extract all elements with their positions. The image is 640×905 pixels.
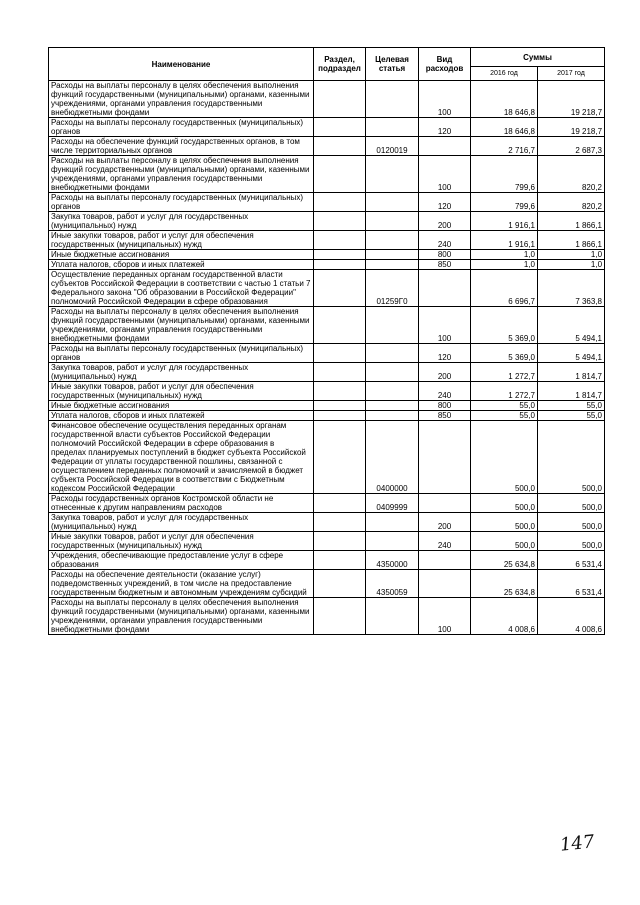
cell-2017: 500,0 bbox=[538, 532, 605, 551]
header-name: Наименование bbox=[49, 48, 314, 81]
cell-type: 120 bbox=[419, 193, 471, 212]
cell-section bbox=[314, 532, 366, 551]
table-row bbox=[49, 307, 605, 344]
cell-2017: 500,0 bbox=[538, 513, 605, 532]
table-row bbox=[49, 270, 605, 307]
cell-name: Расходы на выплаты персоналу государственных (муниципальных) органов bbox=[49, 344, 314, 363]
cell-name: Расходы на выплаты персоналу в целях обеспечения выполнения функций государственными (муниципальными) органами, казенными учреждениями, органами управления государственными внебюджетными фондами bbox=[49, 307, 314, 344]
cell-name: Расходы на выплаты персоналу в целях обеспечения выполнения функций государственными (муниципальными) органами, казенными учреждениями, органами управления государственными внебюджетными фондами bbox=[49, 598, 314, 635]
cell-type: 240 bbox=[419, 382, 471, 401]
cell-type: 100 bbox=[419, 307, 471, 344]
cell-section bbox=[314, 307, 366, 344]
header-2017: 2017 год bbox=[538, 67, 605, 81]
cell-section bbox=[314, 344, 366, 363]
cell-type: 120 bbox=[419, 118, 471, 137]
cell-name: Расходы на выплаты персоналу государственных (муниципальных) органов bbox=[49, 118, 314, 137]
cell-name: Расходы на обеспечение функций государственных органов, в том числе территориальных органов bbox=[49, 137, 314, 156]
cell-target: 0400000 bbox=[366, 421, 419, 494]
cell-2016: 500,0 bbox=[471, 494, 538, 513]
cell-2017: 4 008,6 bbox=[538, 598, 605, 635]
cell-2016: 1 272,7 bbox=[471, 382, 538, 401]
cell-2017: 6 531,4 bbox=[538, 570, 605, 598]
cell-type: 800 bbox=[419, 250, 471, 260]
cell-2017: 55,0 bbox=[538, 411, 605, 421]
cell-type: 240 bbox=[419, 532, 471, 551]
cell-section bbox=[314, 231, 366, 250]
cell-2017: 500,0 bbox=[538, 494, 605, 513]
cell-type: 100 bbox=[419, 81, 471, 118]
table-row bbox=[49, 250, 605, 260]
cell-2017: 7 363,8 bbox=[538, 270, 605, 307]
table-row bbox=[49, 81, 605, 118]
cell-target: 4350000 bbox=[366, 551, 419, 570]
cell-2016: 55,0 bbox=[471, 411, 538, 421]
cell-2017: 1,0 bbox=[538, 250, 605, 260]
table-row bbox=[49, 193, 605, 212]
cell-2017: 6 531,4 bbox=[538, 551, 605, 570]
cell-target bbox=[366, 193, 419, 212]
cell-name: Расходы на обеспечение деятельности (оказание услуг) подведомственных учреждений, в том числе на предоставление государственным бюджетным и автономным учреждениям субсидий bbox=[49, 570, 314, 598]
cell-name: Расходы на выплаты персоналу в целях обеспечения выполнения функций государственными (муниципальными) органами, казенными учреждениями, органами управления государственными внебюджетными фондами bbox=[49, 156, 314, 193]
cell-section bbox=[314, 270, 366, 307]
cell-2017: 1 866,1 bbox=[538, 212, 605, 231]
cell-name: Иные закупки товаров, работ и услуг для обеспечения государственных (муниципальных) нужд bbox=[49, 231, 314, 250]
cell-2016: 18 646,8 bbox=[471, 81, 538, 118]
cell-2016: 5 369,0 bbox=[471, 344, 538, 363]
cell-target bbox=[366, 260, 419, 270]
table-row bbox=[49, 231, 605, 250]
cell-section bbox=[314, 401, 366, 411]
cell-target bbox=[366, 250, 419, 260]
cell-2016: 1,0 bbox=[471, 260, 538, 270]
budget-table-sheet bbox=[48, 47, 604, 635]
cell-name: Иные закупки товаров, работ и услуг для обеспечения государственных (муниципальных) нужд bbox=[49, 382, 314, 401]
cell-name: Осуществление переданных органам государственной власти субъектов Российской Федерации в соответствии с частью 1 статьи 7 Федерального закона "Об образовании в Российской Федерации" полномочий Российской Федерации в сфере образования bbox=[49, 270, 314, 307]
cell-target bbox=[366, 212, 419, 231]
cell-name: Иные бюджетные ассигнования bbox=[49, 401, 314, 411]
table-row bbox=[49, 421, 605, 494]
table-row bbox=[49, 363, 605, 382]
table-row bbox=[49, 513, 605, 532]
header-sums: Суммы bbox=[471, 48, 605, 67]
cell-type: 240 bbox=[419, 231, 471, 250]
table-row bbox=[49, 494, 605, 513]
cell-name: Закупка товаров, работ и услуг для государственных (муниципальных) нужд bbox=[49, 363, 314, 382]
cell-section bbox=[314, 260, 366, 270]
cell-section bbox=[314, 494, 366, 513]
cell-name: Закупка товаров, работ и услуг для государственных (муниципальных) нужд bbox=[49, 513, 314, 532]
cell-name: Расходы государственных органов Костромской области не отнесенные к другим направлениям расходов bbox=[49, 494, 314, 513]
cell-2016: 500,0 bbox=[471, 532, 538, 551]
cell-2017: 820,2 bbox=[538, 193, 605, 212]
table-row bbox=[49, 137, 605, 156]
cell-name: Уплата налогов, сборов и иных платежей bbox=[49, 411, 314, 421]
cell-name: Учреждения, обеспечивающие предоставление услуг в сфере образования bbox=[49, 551, 314, 570]
page-number: 147 bbox=[558, 831, 596, 856]
budget-table bbox=[48, 47, 605, 635]
cell-type bbox=[419, 270, 471, 307]
cell-type: 200 bbox=[419, 212, 471, 231]
cell-type: 120 bbox=[419, 344, 471, 363]
cell-section bbox=[314, 513, 366, 532]
cell-section bbox=[314, 551, 366, 570]
cell-target bbox=[366, 411, 419, 421]
cell-target bbox=[366, 231, 419, 250]
cell-type: 800 bbox=[419, 401, 471, 411]
cell-target bbox=[366, 382, 419, 401]
cell-2016: 55,0 bbox=[471, 401, 538, 411]
table-row bbox=[49, 598, 605, 635]
cell-section bbox=[314, 598, 366, 635]
cell-target bbox=[366, 307, 419, 344]
table-row bbox=[49, 212, 605, 231]
cell-2017: 500,0 bbox=[538, 421, 605, 494]
cell-section bbox=[314, 193, 366, 212]
cell-type: 850 bbox=[419, 260, 471, 270]
cell-target bbox=[366, 118, 419, 137]
cell-2016: 799,6 bbox=[471, 156, 538, 193]
cell-section bbox=[314, 570, 366, 598]
table-row bbox=[49, 411, 605, 421]
cell-section bbox=[314, 250, 366, 260]
cell-type bbox=[419, 494, 471, 513]
cell-2016: 6 696,7 bbox=[471, 270, 538, 307]
table-row bbox=[49, 260, 605, 270]
cell-section bbox=[314, 212, 366, 231]
cell-2016: 1 916,1 bbox=[471, 231, 538, 250]
cell-target: 0409999 bbox=[366, 494, 419, 513]
cell-target bbox=[366, 598, 419, 635]
table-row bbox=[49, 118, 605, 137]
cell-2017: 820,2 bbox=[538, 156, 605, 193]
cell-type: 200 bbox=[419, 363, 471, 382]
cell-2016: 5 369,0 bbox=[471, 307, 538, 344]
cell-2016: 2 716,7 bbox=[471, 137, 538, 156]
cell-2017: 1 814,7 bbox=[538, 363, 605, 382]
table-row bbox=[49, 401, 605, 411]
cell-2016: 18 646,8 bbox=[471, 118, 538, 137]
cell-2016: 799,6 bbox=[471, 193, 538, 212]
cell-target: 4350059 bbox=[366, 570, 419, 598]
table-row bbox=[49, 532, 605, 551]
cell-section bbox=[314, 137, 366, 156]
header-2016: 2016 год bbox=[471, 67, 538, 81]
cell-type: 850 bbox=[419, 411, 471, 421]
cell-target: 01259Г0 bbox=[366, 270, 419, 307]
cell-2016: 1 916,1 bbox=[471, 212, 538, 231]
cell-name: Расходы на выплаты персоналу в целях обеспечения выполнения функций государственными (муниципальными) органами, казенными учреждениями, органами управления государственными внебюджетными фондами bbox=[49, 81, 314, 118]
cell-2016: 25 634,8 bbox=[471, 570, 538, 598]
table-row bbox=[49, 382, 605, 401]
cell-target bbox=[366, 401, 419, 411]
cell-2017: 19 218,7 bbox=[538, 81, 605, 118]
cell-2016: 500,0 bbox=[471, 513, 538, 532]
cell-target bbox=[366, 344, 419, 363]
cell-2017: 55,0 bbox=[538, 401, 605, 411]
cell-2017: 2 687,3 bbox=[538, 137, 605, 156]
table-row bbox=[49, 344, 605, 363]
cell-type: 100 bbox=[419, 156, 471, 193]
table-row bbox=[49, 570, 605, 598]
cell-target: 0120019 bbox=[366, 137, 419, 156]
cell-name: Иные закупки товаров, работ и услуг для обеспечения государственных (муниципальных) нужд bbox=[49, 532, 314, 551]
cell-section bbox=[314, 156, 366, 193]
cell-name: Расходы на выплаты персоналу государственных (муниципальных) органов bbox=[49, 193, 314, 212]
cell-name: Иные бюджетные ассигнования bbox=[49, 250, 314, 260]
cell-2016: 1,0 bbox=[471, 250, 538, 260]
cell-target bbox=[366, 363, 419, 382]
cell-type bbox=[419, 551, 471, 570]
cell-type bbox=[419, 137, 471, 156]
table-row bbox=[49, 156, 605, 193]
header-section: Раздел, подраздел bbox=[314, 48, 366, 81]
cell-type bbox=[419, 570, 471, 598]
cell-name: Уплата налогов, сборов и иных платежей bbox=[49, 260, 314, 270]
cell-target bbox=[366, 532, 419, 551]
cell-2017: 1,0 bbox=[538, 260, 605, 270]
cell-section bbox=[314, 421, 366, 494]
cell-name: Закупка товаров, работ и услуг для государственных (муниципальных) нужд bbox=[49, 212, 314, 231]
cell-2016: 1 272,7 bbox=[471, 363, 538, 382]
header-target: Целевая статья bbox=[366, 48, 419, 81]
cell-section bbox=[314, 382, 366, 401]
header-type: Вид расходов bbox=[419, 48, 471, 81]
cell-2017: 1 866,1 bbox=[538, 231, 605, 250]
cell-2017: 5 494,1 bbox=[538, 344, 605, 363]
table-row bbox=[49, 551, 605, 570]
cell-target bbox=[366, 156, 419, 193]
cell-name: Финансовое обеспечение осуществления переданных органам государственной власти субъектов Российской Федерации полномочий Российской Федерации в сфере образования в пределах планируемых поступлений в бюджет субъекта Российской Федерации от уплаты государственной пошлины, связанной с осуществлением переданных полномочий и зачисляемой в бюджет субъекта Российской Федерации в соответствии с Бюджетным кодексом Российской Федерации bbox=[49, 421, 314, 494]
cell-section bbox=[314, 411, 366, 421]
cell-section bbox=[314, 118, 366, 137]
cell-section bbox=[314, 81, 366, 118]
cell-2016: 25 634,8 bbox=[471, 551, 538, 570]
cell-2016: 4 008,6 bbox=[471, 598, 538, 635]
cell-2017: 19 218,7 bbox=[538, 118, 605, 137]
cell-type bbox=[419, 421, 471, 494]
cell-2016: 500,0 bbox=[471, 421, 538, 494]
cell-type: 200 bbox=[419, 513, 471, 532]
cell-target bbox=[366, 513, 419, 532]
cell-2017: 5 494,1 bbox=[538, 307, 605, 344]
cell-type: 100 bbox=[419, 598, 471, 635]
cell-section bbox=[314, 363, 366, 382]
cell-target bbox=[366, 81, 419, 118]
cell-2017: 1 814,7 bbox=[538, 382, 605, 401]
